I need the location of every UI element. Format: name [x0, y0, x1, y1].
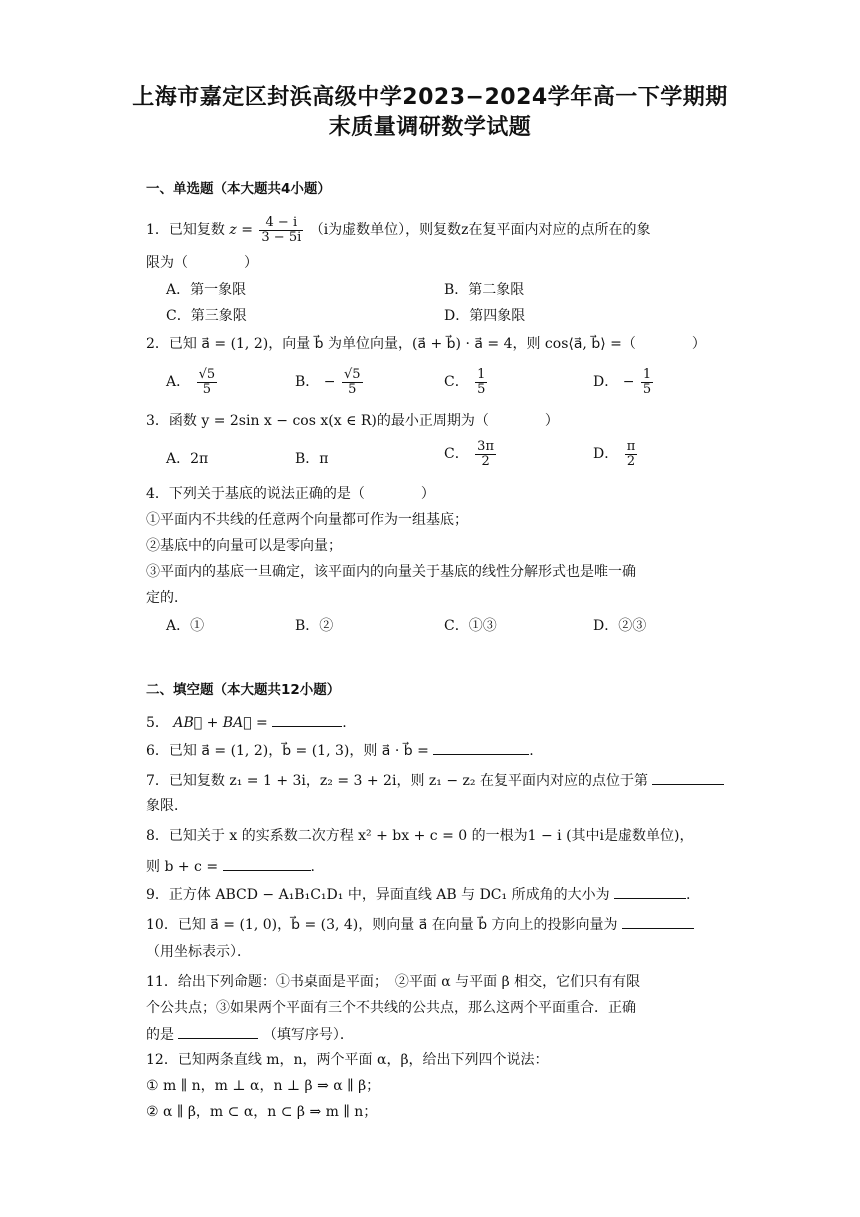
- q5-answer-blank[interactable]: [272, 712, 342, 727]
- q3-c-label: C．: [444, 446, 469, 463]
- question-5: [146, 712, 347, 733]
- q7-text: 7．已知复数 z₁ = 1 + 3i，z₂ = 3 + 2i，则 z₁ − z₂ 在复平面内对应的点位于第: [146, 773, 648, 789]
- q4-statement-3: ③平面内的基底一旦确定，该平面内的向量关于基底的线性分解形式也是唯一确: [146, 564, 636, 580]
- question-9: [146, 884, 690, 905]
- q6-end: .: [529, 743, 534, 759]
- q4-option-d[interactable]: D．②③: [593, 618, 647, 634]
- q12-statement-1: ① m ∥ n，m ⊥ α，n ⊥ β ⇒ α ∥ β；: [146, 1078, 381, 1094]
- question-3: 3．函数 y = 2sin x − cos x(x ∈ R)的最小正周期为（ ）: [146, 413, 559, 429]
- q2-b-label: B．: [295, 374, 320, 391]
- q2-b-sign: −: [323, 374, 336, 391]
- question-2: 2．已知 a⃗ = (1, 2)，向量 b⃗ 为单位向量，(a⃗ + b⃗) · a⃗ = 4，则 cos⟨a⃗, b⃗⟩ =（ ）: [146, 336, 706, 352]
- q9-answer-blank[interactable]: [614, 884, 686, 899]
- q3-d-num: π: [626, 439, 636, 454]
- q2-option-d[interactable]: [593, 368, 655, 396]
- q3-option-c[interactable]: [444, 440, 498, 468]
- q8-answer-blank[interactable]: [223, 856, 311, 871]
- question-7: [146, 770, 724, 791]
- q1-option-a[interactable]: A．第一象限: [166, 282, 247, 298]
- q2-a-fraction: [197, 368, 218, 396]
- q2-c-fraction: [475, 368, 487, 396]
- q2-a-den: 5: [202, 381, 211, 397]
- q2-d-sign: −: [622, 374, 635, 391]
- q2-d-label: D．: [593, 374, 619, 391]
- q12-statement-2: ② α ∥ β，m ⊂ α，n ⊂ β ⇒ m ∥ n；: [146, 1104, 378, 1120]
- q6-text: 6．已知 a⃗ = (1, 2)，b⃗ = (1, 3)，则 a⃗ · b⃗ =: [146, 743, 429, 759]
- section-heading-single-choice: 一、单选题（本大题共4小题）: [146, 181, 331, 197]
- q4-option-c[interactable]: C．①③: [444, 618, 497, 634]
- q3-c-den: 2: [481, 453, 490, 469]
- q11-line3-tail: （填写序号）．: [262, 1027, 354, 1043]
- q4-option-a[interactable]: A．①: [166, 618, 205, 634]
- question-11: 11．给出下列命题：①书桌面是平面； ②平面 α 与平面 β 相交，它们只有有限: [146, 974, 641, 990]
- q3-c-fraction: [475, 440, 496, 468]
- q3-d-fraction: [625, 440, 638, 468]
- q11-line2: 个公共点；③如果两个平面有三个不共线的公共点，那么这两个平面重合．正确: [146, 1000, 636, 1016]
- q2-a-label: A．: [166, 374, 191, 391]
- q1-line2: 限为（ ）: [146, 255, 258, 271]
- q2-d-fraction: [641, 368, 653, 396]
- q4-statement-3-cont: 定的．: [146, 590, 188, 606]
- q2-b-num: √5: [343, 367, 361, 382]
- q7-line2: 象限．: [146, 798, 188, 814]
- q10-answer-blank[interactable]: [622, 914, 694, 929]
- q9-end: .: [686, 887, 691, 903]
- q8-end: .: [310, 859, 315, 875]
- question-12: 12．已知两条直线 m，n，两个平面 α，β，给出下列四个说法：: [146, 1052, 549, 1068]
- question-1: [146, 216, 651, 244]
- q2-b-den: 5: [348, 381, 357, 397]
- question-8: 8．已知关于 x 的实系数二次方程 x² + bx + c = 0 的一根为1 − i (其中i是虚数单位)，: [146, 828, 694, 844]
- q3-option-b[interactable]: B．π: [295, 451, 329, 467]
- question-4: 4．下列关于基底的说法正确的是（ ）: [146, 486, 435, 502]
- page-title-line2: 末质量调研数学试题: [328, 115, 532, 140]
- q5-end: .: [342, 715, 347, 731]
- page-title-line1: 上海市嘉定区封浜高级中学2023−2024学年高一下学期期: [132, 85, 728, 110]
- q11-line3: [146, 1024, 354, 1045]
- section-heading-fill-in: 二、填空题（本大题共12小题）: [146, 682, 341, 698]
- q5-expr: AB⃗ + BA⃗ =: [173, 715, 268, 731]
- q1-lead: 1．已知复数: [146, 222, 225, 239]
- q2-c-label: C．: [444, 374, 469, 391]
- q3-d-den: 2: [626, 453, 636, 469]
- q2-option-b[interactable]: [295, 368, 365, 396]
- question-10: [146, 914, 694, 935]
- q4-statement-1: ①平面内不共线的任意两个向量都可作为一组基底；: [146, 512, 468, 528]
- q2-c-num: 1: [477, 367, 486, 382]
- q7-answer-blank[interactable]: [652, 770, 724, 785]
- q1-option-b[interactable]: B．第二象限: [444, 282, 525, 298]
- q1-fraction: [259, 216, 303, 244]
- q8-line2: [146, 856, 315, 877]
- q3-c-num: 3π: [477, 439, 494, 454]
- q1-rest: （i为虚数单位），则复数z在复平面内对应的点所在的象: [309, 222, 651, 239]
- q2-c-den: 5: [477, 381, 486, 397]
- q6-answer-blank[interactable]: [433, 740, 529, 755]
- q3-d-label: D．: [593, 446, 619, 463]
- q1-numerator: 4 − i: [259, 216, 303, 231]
- q11-line3-lead: 的是: [146, 1027, 174, 1043]
- q4-option-b[interactable]: B．②: [295, 618, 334, 634]
- q2-option-a[interactable]: [166, 368, 219, 396]
- q3-option-d[interactable]: [593, 440, 639, 468]
- q3-option-a[interactable]: A．2π: [166, 451, 209, 467]
- q2-a-num: √5: [198, 367, 216, 382]
- q2-b-fraction: [342, 368, 363, 396]
- q1-lhs: z =: [229, 222, 253, 239]
- q2-d-den: 5: [642, 381, 652, 397]
- q1-denominator: 3 − 5i: [261, 229, 302, 245]
- q10-text: 10．已知 a⃗ = (1, 0)，b⃗ = (3, 4)，则向量 a⃗ 在向量 b⃗ 方向上的投影向量为: [146, 917, 618, 933]
- q1-option-c[interactable]: C．第三象限: [166, 308, 247, 324]
- q11-answer-blank[interactable]: [178, 1024, 258, 1039]
- q2-option-c[interactable]: [444, 368, 489, 396]
- q2-d-num: 1: [642, 367, 652, 382]
- q4-statement-2: ②基底中的向量可以是零向量；: [146, 538, 342, 554]
- question-6: [146, 740, 534, 761]
- q1-option-d[interactable]: D．第四象限: [444, 308, 526, 324]
- q8-line2-text: 则 b + c =: [146, 859, 219, 875]
- q10-line2: （用坐标表示）．: [146, 944, 251, 960]
- q9-text: 9．正方体 ABCD − A₁B₁C₁D₁ 中，异面直线 AB 与 DC₁ 所成角的大小为: [146, 887, 610, 903]
- q5-lead: 5．: [146, 715, 169, 731]
